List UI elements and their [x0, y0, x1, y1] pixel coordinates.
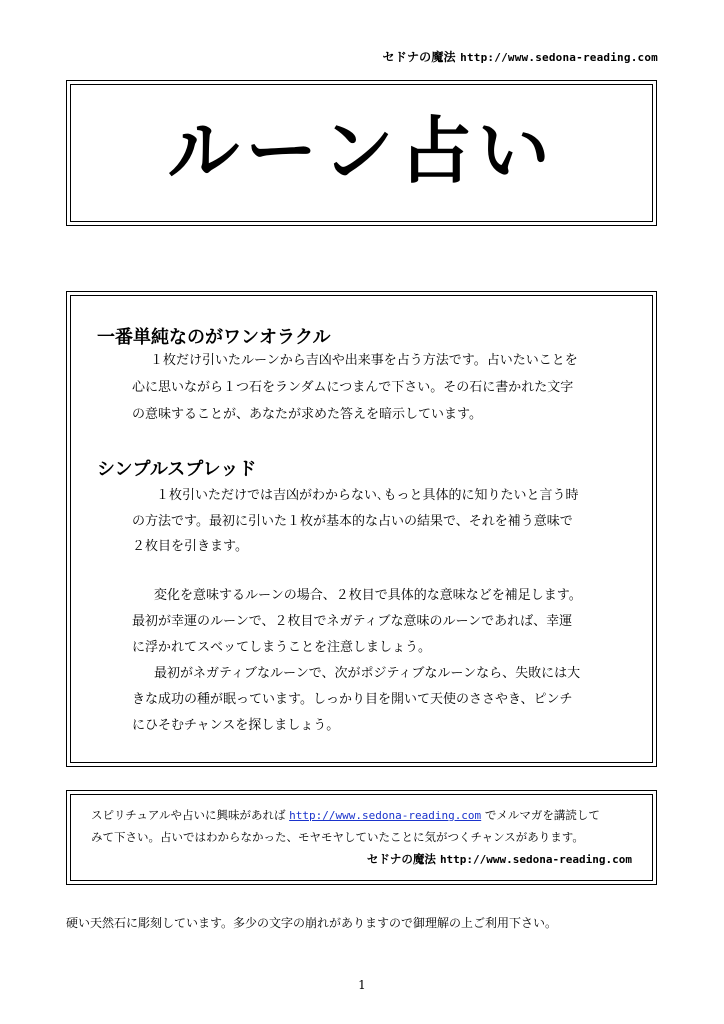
section-heading-one-oracle: 一番単純なのがワンオラクル — [97, 327, 331, 348]
paragraph-line: 心に思いながら１つ石をランダムにつまんで下さい。その石に書かれた文字 — [132, 380, 574, 395]
page-title: ルーン占い — [167, 109, 556, 193]
signature-url: http://www.sedona-reading.com — [439, 853, 632, 866]
paragraph-line: 変化を意味するルーンの場合、２枚目で具体的な意味などを補足します。 — [154, 588, 582, 603]
note-text: 硬い天然石に彫刻しています。多少の文字の崩れがありますので御理解の上ご利用下さい。 — [66, 916, 558, 930]
paragraph-line: 最初が幸運のルーンで、２枚目でネガティブな意味のルーンであれば、幸運 — [132, 614, 573, 629]
paragraph-line: きな成功の種が眠っています。しっかり目を開いて天使のささやき、ピンチ — [132, 692, 573, 707]
header-label: セドナの魔法 — [382, 50, 456, 64]
section-heading-simple-spread: シンプルスプレッド — [97, 459, 257, 480]
header-url: http://www.sedona-reading.com — [460, 51, 658, 64]
newsletter-link[interactable]: http://www.sedona-reading.com — [289, 809, 482, 822]
footer-suffix: でメルマガを講読して — [484, 808, 600, 822]
footer-box — [66, 790, 657, 885]
footer-line-2: みて下さい。占いではわからなかった、モヤモヤしていたことに気がつくチャンスがあります。 — [91, 830, 584, 844]
paragraph-line: の方法です。最初に引いた１枚が基本的な占いの結果で、それを補う意味で — [132, 514, 573, 529]
paragraph-line: 最初がネガティブなルーンで、次がポジティブなルーンなら、失敗には大 — [154, 666, 581, 681]
paragraph-line: １枚引いただけでは吉凶がわからない､もっと具体的に知りたいと言う時 — [156, 488, 579, 503]
paragraph-line: １枚だけ引いたルーンから吉凶や出来事を占う方法です。占いたいことを — [150, 353, 578, 368]
paragraph-line: にひそむチャンスを探しましょう。 — [132, 718, 340, 733]
page-number: 1 — [358, 978, 366, 992]
paragraph-line: に浮かれてスベッてしまうことを注意しましょう。 — [132, 640, 432, 655]
signature-label: セドナの魔法 — [366, 852, 436, 866]
footer-line-1 — [91, 807, 600, 823]
paragraph-line: の意味することが、あなたが求めた答えを暗示しています。 — [132, 407, 482, 422]
footer-signature — [367, 851, 632, 867]
header-line — [383, 48, 658, 65]
paragraph-line: ２枚目を引きます。 — [132, 539, 248, 554]
footer-prefix: スピリチュアルや占いに興味があれば — [91, 808, 286, 822]
title-box — [66, 80, 657, 226]
